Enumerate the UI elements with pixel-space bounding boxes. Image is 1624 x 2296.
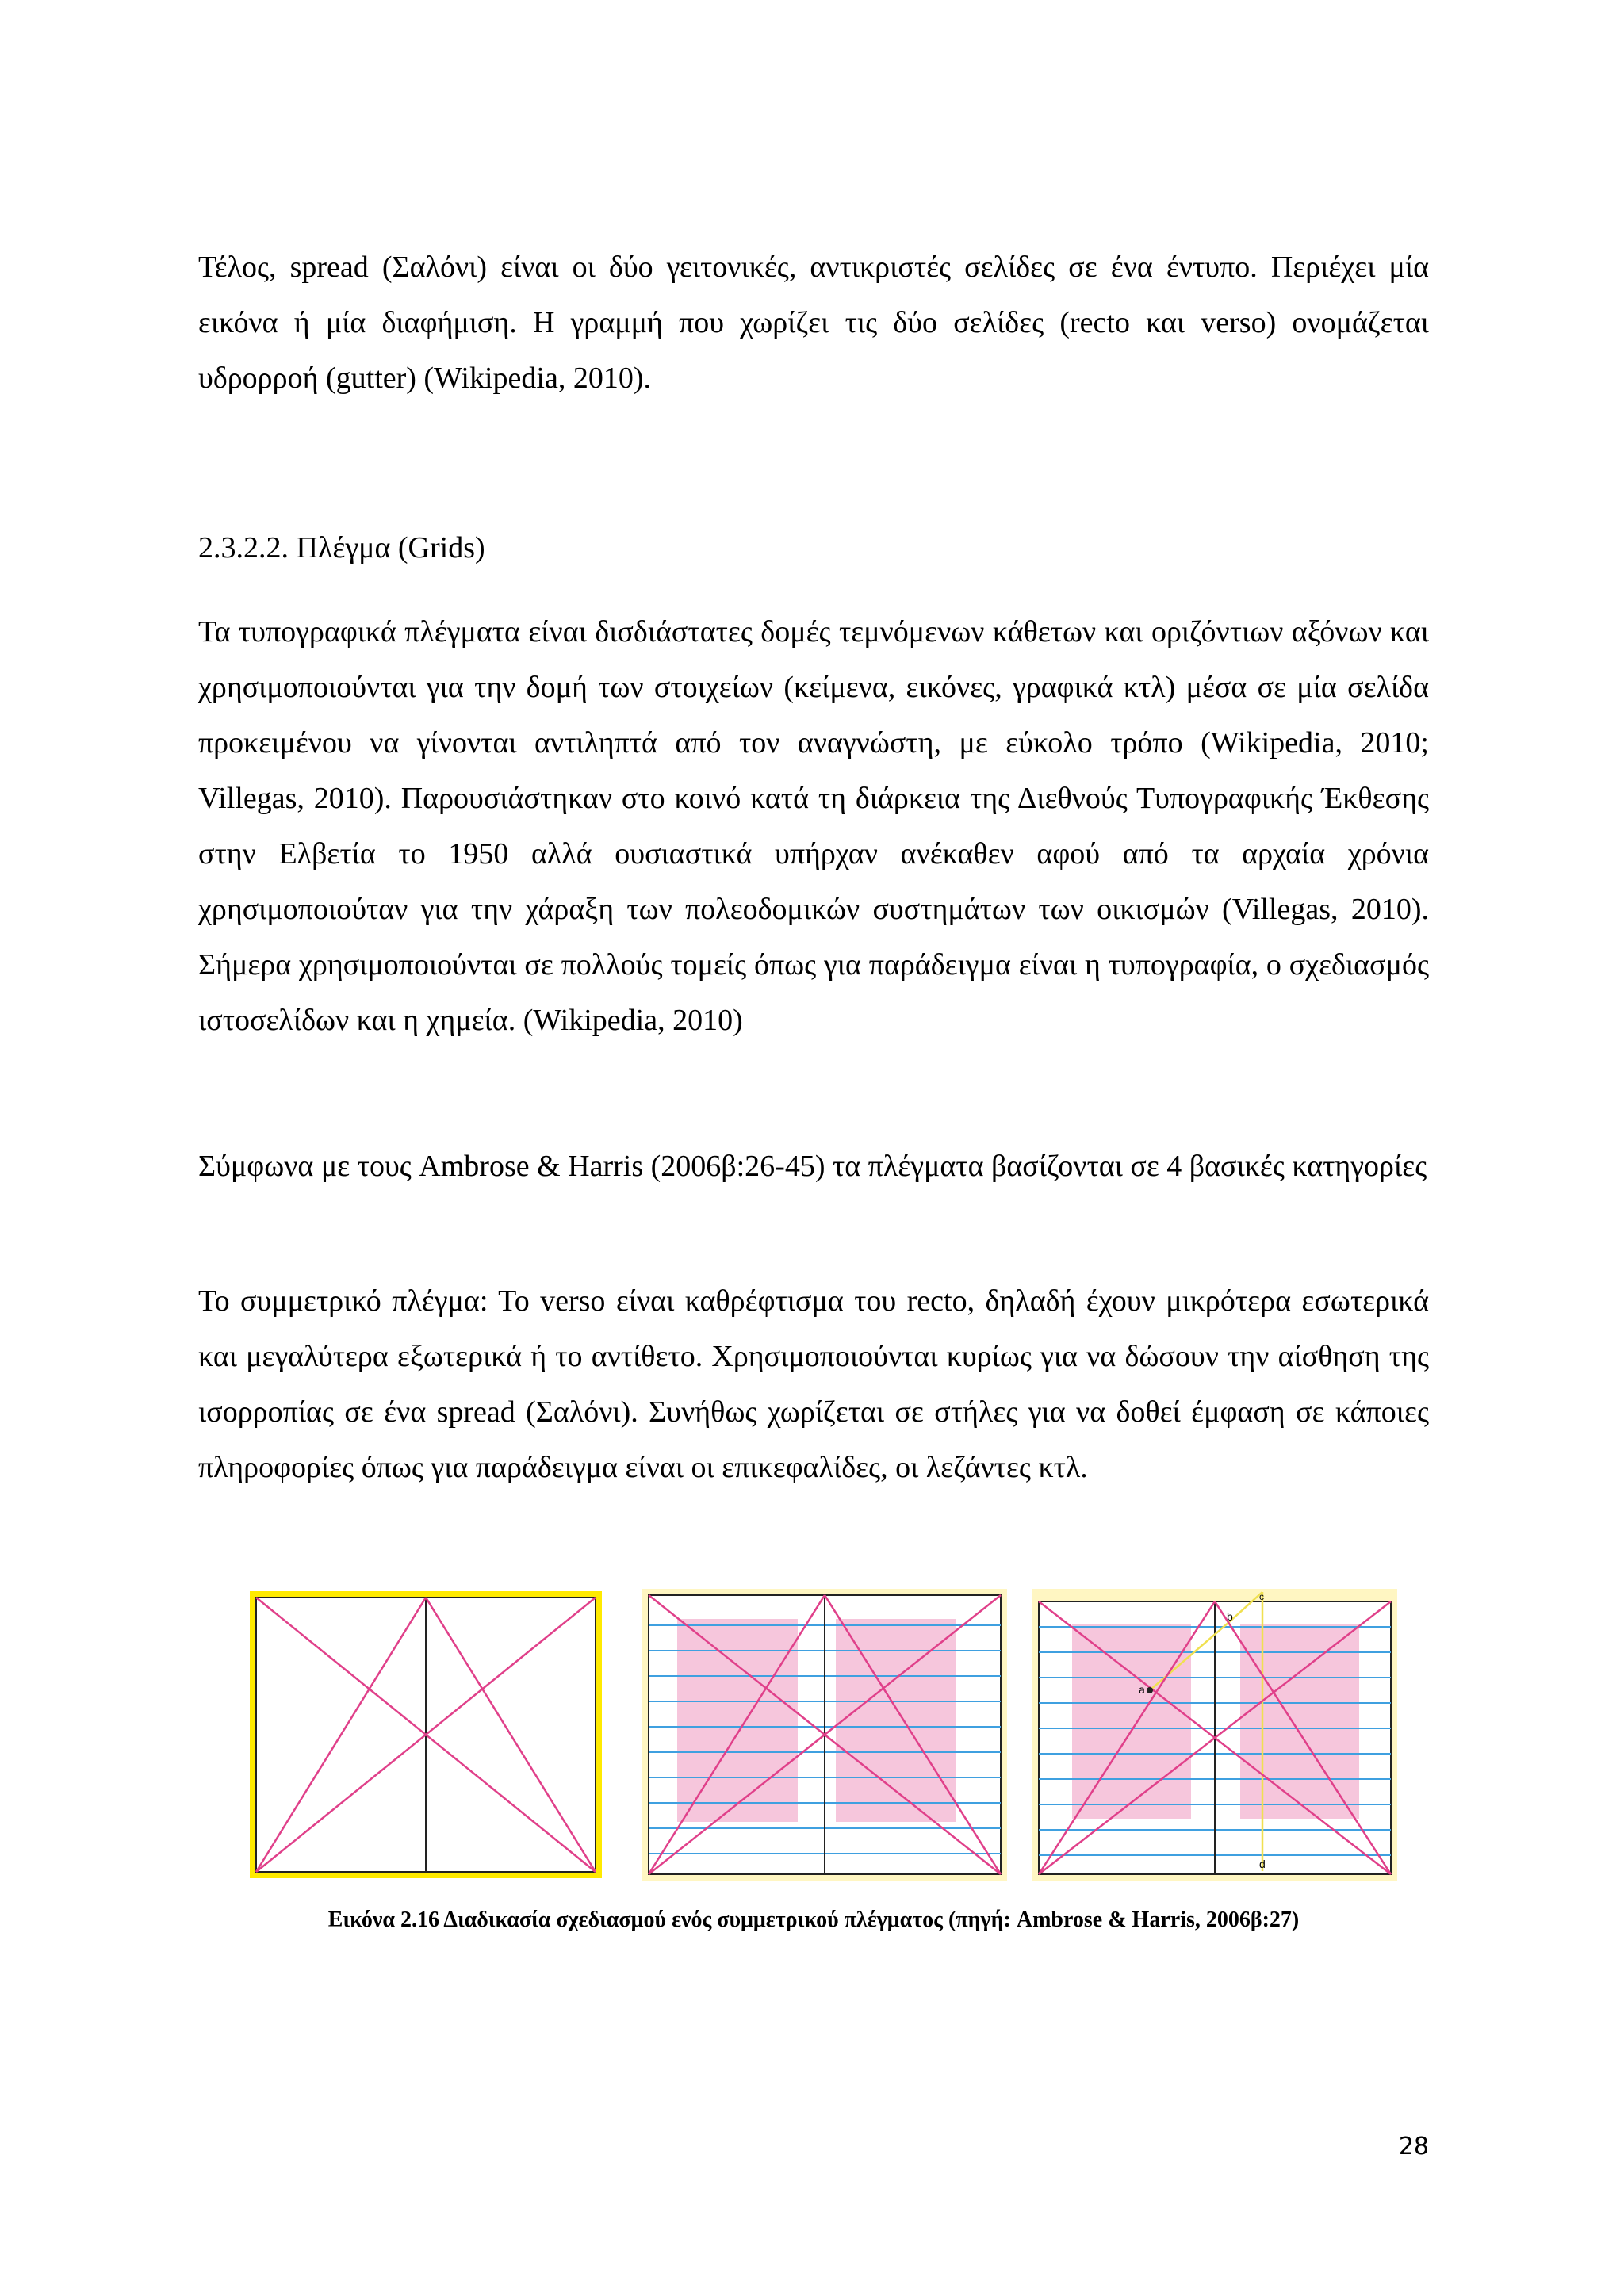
point-label-d: d [1259, 1858, 1266, 1870]
symmetric-grid-figure [198, 1589, 1429, 1890]
grid-panel-step-1 [247, 1589, 604, 1881]
paragraph-symmetric-grid: Το συμμετρικό πλέγμα: Το verso είναι καθρέφτισμα του recto, δηλαδή έχουν μικρότερα εσωτερικά και μεγαλύτερα εξωτερικά ή το αντίθετο. Χρησιμοποιούνται κυρίως για να δώσουν την αίσθηση της ισορροπίας σε ένα spread (Σαλόνι). Συνήθως χωρίζεται σε στήλες για να δοθεί έμφαση σε κάποιες πληροφορίες όπως για παράδειγμα είναι οι επικεφαλίδες, οι λεζάντες κτλ. [198, 1284, 1429, 1484]
point-label-a: a [1139, 1683, 1145, 1696]
grid-panel-step-2 [642, 1589, 1007, 1881]
page-number: 28 [1398, 2133, 1429, 2160]
paragraph-grids: Τα τυπογραφικά πλέγματα είναι δισδιάστατες δομές τεμνόμενων κάθετων και οριζόντιων αξόνων και χρησιμοποιούνται για την δομή των στοιχείων (κείμενα, εικόνες, γραφικά κτλ) μέσα σε μία σελίδα προκειμένου να γίνονται αντιληπτά από τον αναγνώστη, με εύκολο τρόπο (Wikipedia, 2010; Villegas, 2010). Παρουσιάστηκαν στο κοινό κατά τη διάρκεια της Διεθνούς Τυπογραφικής Έκθεσης στην Ελβετία το 1950 αλλά ουσιαστικά υπήρχαν ανέκαθεν αφού από τα αρχαία χρόνια χρησιμοποιούταν για την χάραξη των πολεοδομικών συστημάτων των οικισμών (Villegas, 2010). Σήμερα χρησιμοποιούνται σε πολλούς τομείς όπως για παράδειγμα είναι η τυπογραφία, ο σχεδιασμός ιστοσελίδων και η χημεία. (Wikipedia, 2010) [198, 615, 1429, 1037]
point-label-c: c [1259, 1591, 1264, 1602]
figure-caption: Εικόνα 2.16 Διαδικασία σχεδιασμού ενός συμμετρικού πλέγματος (πηγή: Ambrose & Harris, 2006β:27) [327, 1908, 1300, 1932]
paragraph-ambrose: Σύμφωνα με τους Ambrose & Harris (2006β:26-45) τα πλέγματα βασίζονται σε 4 βασικές κατηγορίες [198, 1150, 1427, 1183]
point-label-b: b [1227, 1610, 1233, 1623]
section-heading: 2.3.2.2. Πλέγμα (Grids) [198, 531, 485, 564]
grid-panel-step-3 [1032, 1589, 1397, 1881]
paragraph-spread: Τέλος, spread (Σαλόνι) είναι οι δύο γειτονικές, αντικριστές σελίδες σε ένα έντυπο. Περιέχει μία εικόνα ή μία διαφήμιση. Η γραμμή που χωρίζει τις δύο σελίδες (recto και verso) ονομάζεται υδρορροή (gutter) (Wikipedia, 2010). [198, 251, 1429, 395]
